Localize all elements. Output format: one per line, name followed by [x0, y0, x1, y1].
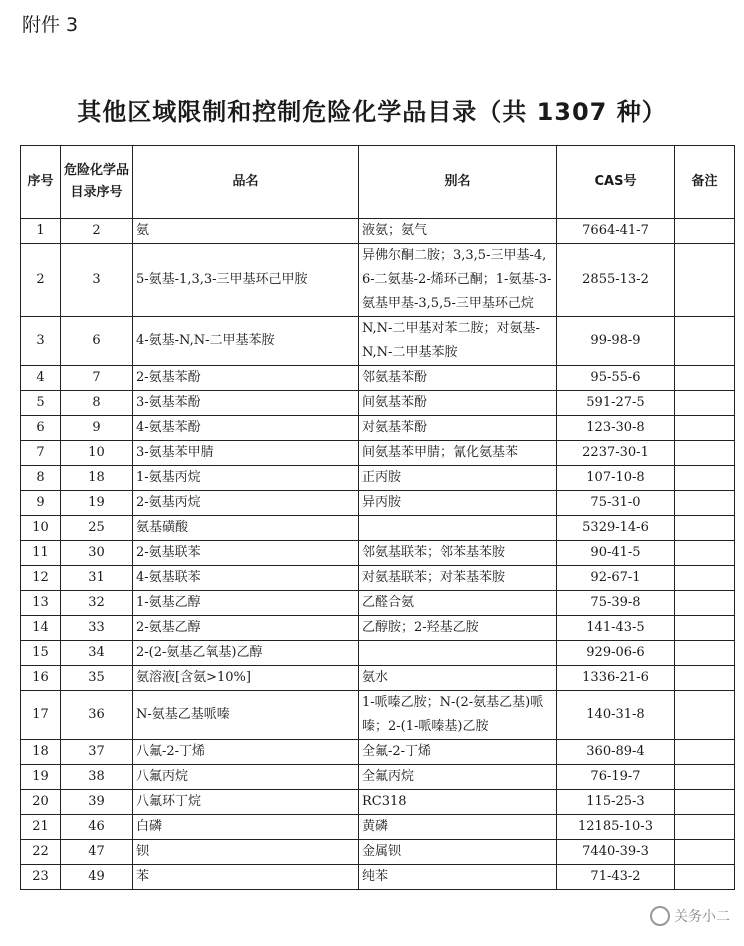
- cell-seq: 23: [21, 865, 61, 890]
- cell-seq: 20: [21, 790, 61, 815]
- cell-name: 5-氨基-1,3,3-三甲基环己甲胺: [133, 244, 359, 317]
- cell-hazard-no: 38: [61, 765, 133, 790]
- cell-cas: 92-67-1: [557, 566, 675, 591]
- cell-note: [675, 466, 735, 491]
- cell-name: 4-氨基-N,N-二甲基苯胺: [133, 317, 359, 366]
- cell-name: 2-氨基联苯: [133, 541, 359, 566]
- cell-seq: 12: [21, 566, 61, 591]
- cell-cas: 7664-41-7: [557, 219, 675, 244]
- cell-note: [675, 516, 735, 541]
- cell-name: 1-氨基乙醇: [133, 591, 359, 616]
- cell-hazard-no: 37: [61, 740, 133, 765]
- cell-hazard-no: 8: [61, 391, 133, 416]
- table-row: [21, 244, 735, 317]
- cell-cas: 76-19-7: [557, 765, 675, 790]
- watermark: [650, 906, 730, 926]
- cell-alias: [359, 641, 557, 666]
- cell-cas: 12185-10-3: [557, 815, 675, 840]
- cell-hazard-no: 7: [61, 366, 133, 391]
- table-row: [21, 219, 735, 244]
- cell-cas: 99-98-9: [557, 317, 675, 366]
- wechat-icon: [650, 906, 670, 926]
- header-hazard-no: 危险化学品目录序号: [61, 146, 133, 219]
- cell-name: 氨基磺酸: [133, 516, 359, 541]
- cell-seq: 3: [21, 317, 61, 366]
- cell-alias: [359, 516, 557, 541]
- cell-cas: 1336-21-6: [557, 666, 675, 691]
- cell-alias: 正丙胺: [359, 466, 557, 491]
- table-row: [21, 815, 735, 840]
- cell-name: 八氟-2-丁烯: [133, 740, 359, 765]
- table-row: [21, 566, 735, 591]
- header-seq: 序号: [21, 146, 61, 219]
- table-row: [21, 840, 735, 865]
- table-row: [21, 691, 735, 740]
- table-row: [21, 391, 735, 416]
- cell-name: 苯: [133, 865, 359, 890]
- cell-note: [675, 765, 735, 790]
- cell-note: [675, 591, 735, 616]
- cell-note: [675, 317, 735, 366]
- cell-alias: RC318: [359, 790, 557, 815]
- table-row: [21, 616, 735, 641]
- cell-cas: 95-55-6: [557, 366, 675, 391]
- cell-hazard-no: 2: [61, 219, 133, 244]
- cell-seq: 16: [21, 666, 61, 691]
- cell-note: [675, 815, 735, 840]
- table-row: [21, 416, 735, 441]
- cell-hazard-no: 30: [61, 541, 133, 566]
- cell-seq: 1: [21, 219, 61, 244]
- table-row: [21, 541, 735, 566]
- table-row: [21, 516, 735, 541]
- cell-name: 氨: [133, 219, 359, 244]
- cell-seq: 5: [21, 391, 61, 416]
- cell-hazard-no: 25: [61, 516, 133, 541]
- cell-seq: 10: [21, 516, 61, 541]
- cell-alias: 间氨基苯酚: [359, 391, 557, 416]
- cell-alias: 液氨；氨气: [359, 219, 557, 244]
- header-note: 备注: [675, 146, 735, 219]
- cell-name: 氨溶液[含氨>10%]: [133, 666, 359, 691]
- cell-alias: 邻氨基苯酚: [359, 366, 557, 391]
- cell-cas: 115-25-3: [557, 790, 675, 815]
- cell-alias: 异丙胺: [359, 491, 557, 516]
- cell-name: 3-氨基苯酚: [133, 391, 359, 416]
- cell-cas: 2855-13-2: [557, 244, 675, 317]
- cell-seq: 14: [21, 616, 61, 641]
- cell-hazard-no: 46: [61, 815, 133, 840]
- cell-note: [675, 366, 735, 391]
- cell-alias: 全氟-2-丁烯: [359, 740, 557, 765]
- table-row: [21, 641, 735, 666]
- cell-cas: 123-30-8: [557, 416, 675, 441]
- cell-name: 八氟环丁烷: [133, 790, 359, 815]
- cell-hazard-no: 35: [61, 666, 133, 691]
- cell-note: [675, 491, 735, 516]
- cell-note: [675, 416, 735, 441]
- cell-name: 白磷: [133, 815, 359, 840]
- table-row: [21, 317, 735, 366]
- cell-seq: 18: [21, 740, 61, 765]
- cell-seq: 8: [21, 466, 61, 491]
- cell-alias: 1-哌嗪乙胺；N-(2-氨基乙基)哌嗪；2-(1-哌嗪基)乙胺: [359, 691, 557, 740]
- cell-cas: 140-31-8: [557, 691, 675, 740]
- cell-note: [675, 566, 735, 591]
- table-row: [21, 865, 735, 890]
- cell-seq: 7: [21, 441, 61, 466]
- cell-note: [675, 740, 735, 765]
- cell-cas: 5329-14-6: [557, 516, 675, 541]
- cell-hazard-no: 32: [61, 591, 133, 616]
- cell-note: [675, 641, 735, 666]
- page-title: 其他区域限制和控制危险化学品目录（共 1307 种）: [77, 98, 667, 126]
- cell-cas: 75-39-8: [557, 591, 675, 616]
- cell-note: [675, 244, 735, 317]
- cell-seq: 2: [21, 244, 61, 317]
- header-cas: CAS号: [557, 146, 675, 219]
- cell-note: [675, 666, 735, 691]
- cell-name: 钡: [133, 840, 359, 865]
- cell-note: [675, 691, 735, 740]
- cell-note: [675, 541, 735, 566]
- cell-name: 2-(2-氨基乙氧基)乙醇: [133, 641, 359, 666]
- cell-hazard-no: 10: [61, 441, 133, 466]
- table-row: [21, 591, 735, 616]
- cell-cas: 360-89-4: [557, 740, 675, 765]
- table-row: [21, 366, 735, 391]
- cell-cas: 141-43-5: [557, 616, 675, 641]
- cell-seq: 13: [21, 591, 61, 616]
- cell-alias: 黄磷: [359, 815, 557, 840]
- cell-alias: 金属钡: [359, 840, 557, 865]
- cell-seq: 22: [21, 840, 61, 865]
- cell-hazard-no: 6: [61, 317, 133, 366]
- cell-hazard-no: 33: [61, 616, 133, 641]
- cell-alias: 全氟丙烷: [359, 765, 557, 790]
- table-row: [21, 790, 735, 815]
- cell-name: N-氨基乙基哌嗪: [133, 691, 359, 740]
- cell-seq: 15: [21, 641, 61, 666]
- cell-seq: 6: [21, 416, 61, 441]
- cell-seq: 4: [21, 366, 61, 391]
- cell-hazard-no: 9: [61, 416, 133, 441]
- cell-cas: 75-31-0: [557, 491, 675, 516]
- cell-seq: 21: [21, 815, 61, 840]
- cell-note: [675, 840, 735, 865]
- cell-name: 八氟丙烷: [133, 765, 359, 790]
- cell-seq: 11: [21, 541, 61, 566]
- cell-alias: 对氨基苯酚: [359, 416, 557, 441]
- cell-alias: 氨水: [359, 666, 557, 691]
- cell-note: [675, 441, 735, 466]
- table-row: [21, 441, 735, 466]
- table-row: [21, 666, 735, 691]
- cell-cas: 591-27-5: [557, 391, 675, 416]
- cell-hazard-no: 18: [61, 466, 133, 491]
- cell-hazard-no: 3: [61, 244, 133, 317]
- cell-cas: 2237-30-1: [557, 441, 675, 466]
- cell-hazard-no: 36: [61, 691, 133, 740]
- cell-hazard-no: 39: [61, 790, 133, 815]
- cell-hazard-no: 49: [61, 865, 133, 890]
- cell-name: 1-氨基丙烷: [133, 466, 359, 491]
- watermark-text: 关务小二: [674, 909, 730, 925]
- header-name: 品名: [133, 146, 359, 219]
- table-header-row: [21, 146, 735, 219]
- cell-alias: N,N-二甲基对苯二胺；对氨基-N,N-二甲基苯胺: [359, 317, 557, 366]
- cell-hazard-no: 47: [61, 840, 133, 865]
- cell-alias: 乙醇胺；2-羟基乙胺: [359, 616, 557, 641]
- cell-alias: 间氨基苯甲腈；氰化氨基苯: [359, 441, 557, 466]
- cell-note: [675, 616, 735, 641]
- cell-name: 2-氨基乙醇: [133, 616, 359, 641]
- cell-alias: 邻氨基联苯；邻苯基苯胺: [359, 541, 557, 566]
- table-row: [21, 491, 735, 516]
- cell-hazard-no: 31: [61, 566, 133, 591]
- cell-hazard-no: 19: [61, 491, 133, 516]
- cell-alias: 乙醛合氨: [359, 591, 557, 616]
- chemicals-table: [20, 145, 735, 890]
- cell-cas: 929-06-6: [557, 641, 675, 666]
- cell-alias: 纯苯: [359, 865, 557, 890]
- cell-name: 2-氨基丙烷: [133, 491, 359, 516]
- table-row: [21, 765, 735, 790]
- cell-seq: 9: [21, 491, 61, 516]
- cell-name: 4-氨基联苯: [133, 566, 359, 591]
- cell-note: [675, 790, 735, 815]
- cell-hazard-no: 34: [61, 641, 133, 666]
- cell-name: 4-氨基苯酚: [133, 416, 359, 441]
- annex-label: 附件 3: [22, 14, 79, 36]
- table-row: [21, 740, 735, 765]
- cell-cas: 107-10-8: [557, 466, 675, 491]
- cell-cas: 90-41-5: [557, 541, 675, 566]
- table-row: [21, 466, 735, 491]
- cell-alias: 异佛尔酮二胺；3,3,5-三甲基-4,6-二氨基-2-烯环己酮；1-氨基-3-氨基甲基-3,5,5-三甲基环己烷: [359, 244, 557, 317]
- cell-cas: 7440-39-3: [557, 840, 675, 865]
- cell-seq: 19: [21, 765, 61, 790]
- cell-note: [675, 865, 735, 890]
- table-body: [21, 219, 735, 890]
- cell-alias: 对氨基联苯；对苯基苯胺: [359, 566, 557, 591]
- cell-seq: 17: [21, 691, 61, 740]
- cell-note: [675, 219, 735, 244]
- header-alias: 别名: [359, 146, 557, 219]
- cell-name: 3-氨基苯甲腈: [133, 441, 359, 466]
- cell-note: [675, 391, 735, 416]
- cell-name: 2-氨基苯酚: [133, 366, 359, 391]
- cell-cas: 71-43-2: [557, 865, 675, 890]
